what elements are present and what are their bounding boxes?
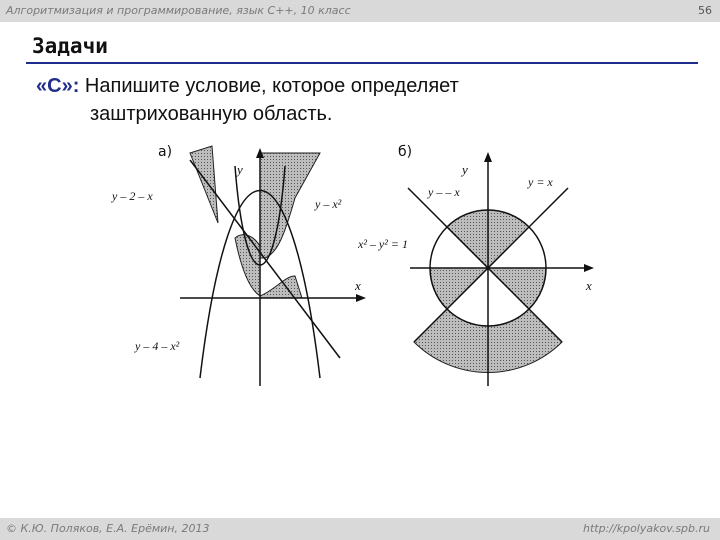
b-eq-circle: x² – y² = 1 — [358, 237, 408, 251]
b-shade-right-lower — [488, 268, 546, 309]
task-statement — [36, 72, 676, 128]
b-eq-pos-diag: y = x — [528, 175, 553, 189]
task-tag: «C»: — [36, 75, 80, 97]
shade-a-parabola-up — [260, 153, 320, 258]
b-y-arrow — [484, 152, 492, 162]
b-x-label: x — [586, 278, 592, 293]
a-x-label: x — [355, 278, 361, 293]
figure-b — [350, 138, 610, 390]
page-title: Задачи — [32, 34, 108, 58]
header-bar — [0, 0, 720, 22]
shade-a-top-left — [190, 146, 218, 223]
footer-url[interactable]: http://kpolyakov.spb.ru — [583, 522, 710, 535]
b-eq-neg-diag: y – – x — [428, 185, 460, 199]
task-text-line2: заштрихованную область. — [90, 103, 333, 125]
shade-a-lens-left — [235, 235, 260, 296]
a-eq-line: y – 2 – x — [112, 189, 153, 203]
b-x-arrow — [584, 264, 594, 272]
figure-b-label: б) — [398, 144, 413, 160]
course-title: Алгоритмизация и программирование, язык C++, 10 класс — [6, 4, 351, 17]
b-shade-left-lower — [430, 268, 488, 309]
b-y-label: y — [462, 162, 468, 177]
footer-authors: © К.Ю. Поляков, Е.А. Ерёмин, 2013 — [6, 522, 210, 535]
a-y-label: y — [237, 162, 243, 177]
a-eq-parabola-up: y – x² — [315, 197, 342, 211]
title-divider — [26, 62, 698, 64]
task-text-line1: Напишите условие, которое определяет — [84, 75, 459, 97]
figure-a — [90, 138, 380, 390]
footer-bar — [0, 518, 720, 540]
page-number: 56 — [698, 4, 712, 17]
figure-a-label: а) — [158, 144, 173, 160]
a-eq-parabola-down: y – 4 – x² — [135, 339, 180, 353]
